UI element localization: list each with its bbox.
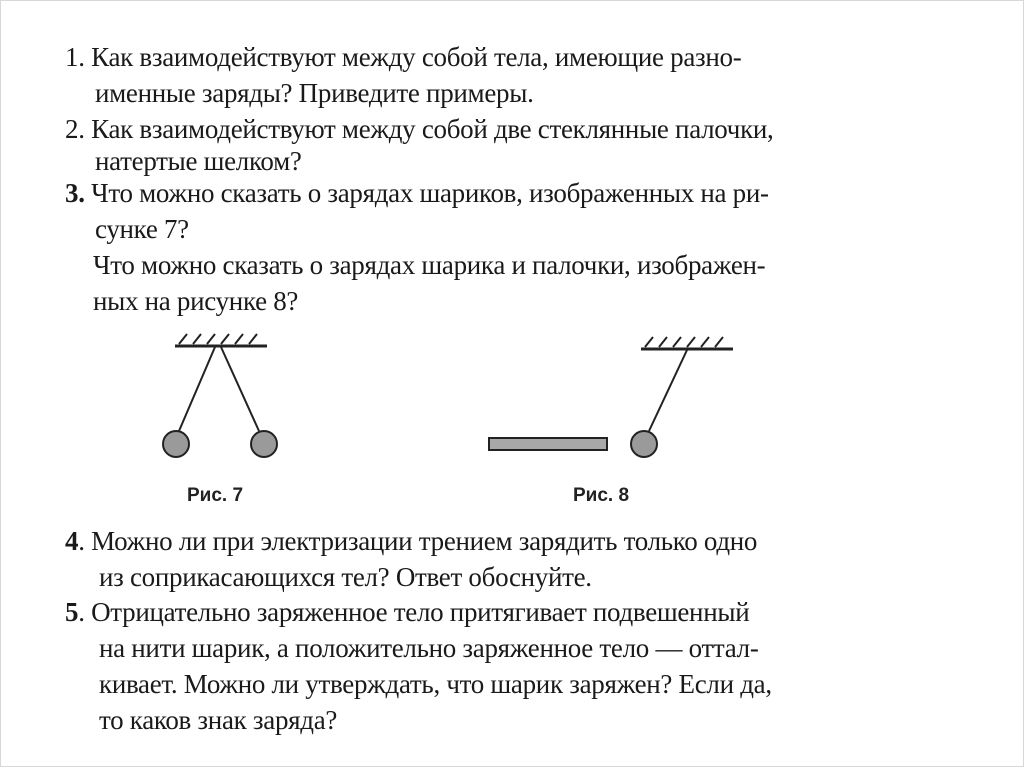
figure-8-rod	[489, 438, 607, 450]
question-3b-line-1: Что можно сказать о зарядах шарика и палочки, изображен-	[93, 250, 766, 280]
question-5-line-3: кивает. Можно ли утверждать, что шарик заряжен? Если да,	[99, 669, 772, 699]
figure-8-thread	[649, 350, 687, 431]
question-3-line-2: сунке 7?	[95, 214, 189, 244]
question-3-number: 3.	[65, 178, 85, 208]
figure-7-caption: Рис. 7	[187, 485, 244, 506]
question-4-number: 4	[65, 526, 79, 556]
question-3-text-1: Что можно сказать о зарядах шариков, изображенных на ри-	[91, 178, 769, 208]
question-5-line-1	[65, 596, 749, 628]
question-1-text-1: Как взаимодействуют между собой тела, имеющие разно-	[91, 42, 742, 72]
question-5-line-2: на нити шарик, а положительно заряженное тело — оттал-	[99, 633, 759, 663]
question-4-line-2: из соприкасающихся тел? Ответ обоснуйте.	[99, 562, 592, 592]
figure-8-caption: Рис. 8	[573, 485, 630, 506]
question-4-text-1: . Можно ли при электризации трением зарядить только одно	[78, 526, 758, 556]
figure-8-ceiling	[641, 337, 733, 349]
question-1-number: 1.	[65, 42, 85, 72]
question-5-text-1: . Отрицательно заряженное тело притягивает подвешенный	[78, 597, 750, 627]
question-2-text-1: Как взаимодействуют между собой две стеклянные палочки,	[91, 114, 774, 144]
question-5-line-4: то каков знак заряда?	[99, 705, 338, 735]
question-2-number: 2.	[65, 114, 85, 144]
question-1-line-2: именные заряды? Приведите примеры.	[95, 78, 534, 108]
question-2-line-2: натертые шелком?	[95, 146, 302, 176]
question-3b-line-2: ных на рисунке 8?	[93, 286, 299, 316]
figure-8-ball	[631, 431, 657, 457]
question-5-number: 5	[65, 597, 79, 627]
question-4-line-1	[65, 525, 757, 557]
